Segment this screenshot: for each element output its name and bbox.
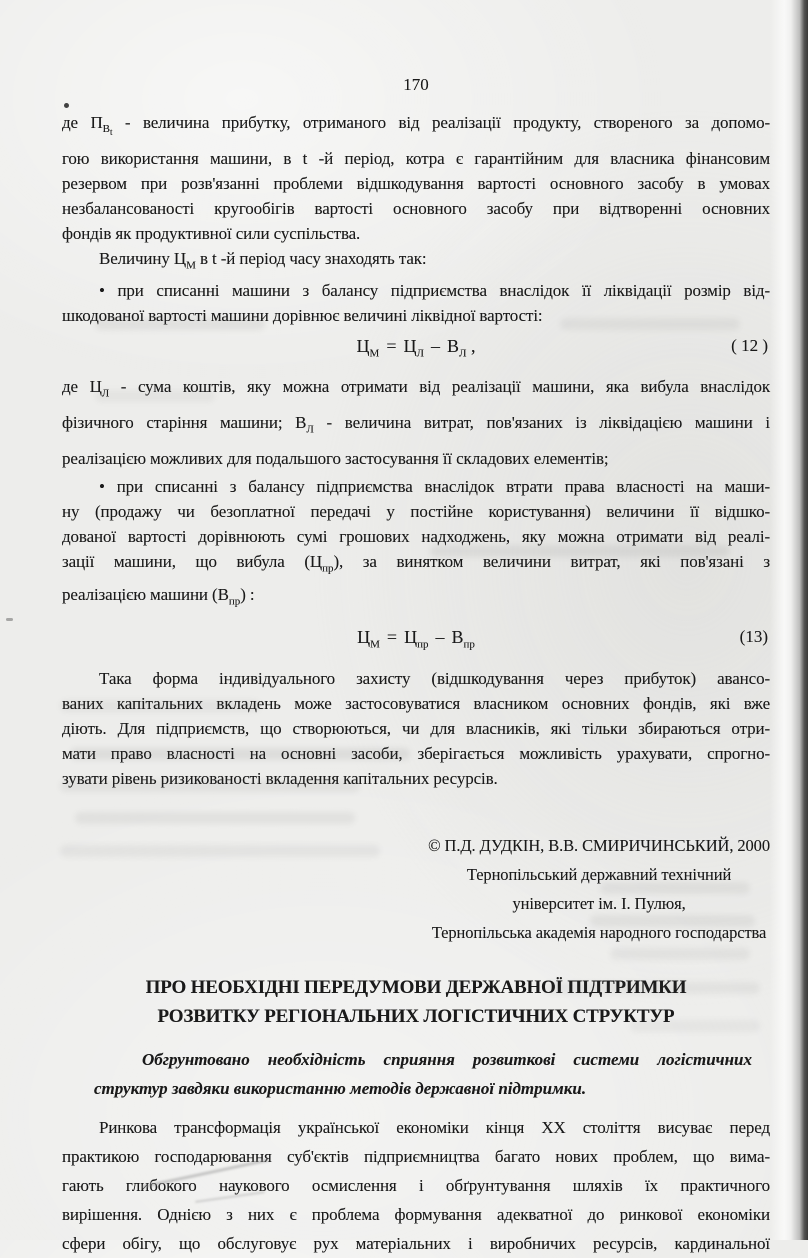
paragraph-liquidation-terms — [62, 372, 770, 475]
symbol-Cl: $Ц_Л$ — [89, 376, 110, 399]
scan-artifact — [630, 1020, 760, 1032]
page-content — [62, 0, 770, 1258]
text-line: практикою господарювання суб'єктів підприємництва багато нових проблем, що вима- — [62, 1146, 770, 1166]
text-line: зації машини, що вибула $(Ц_{пр})$, за винятком величини витрат, які пов'язані з — [62, 552, 770, 575]
institution-line: Тернопільський державний технічний — [466, 864, 732, 884]
text-line: Така форма індивідуального захисту (відшкодування через прибуток) авансо- — [99, 668, 770, 688]
text-line: діють. Для підприємств, що створюються, чи для власників, які тільки збираються отри- — [62, 718, 770, 738]
formula-12-expression: $Ц_М = Ц_Л - В_Л$ , — [356, 335, 476, 360]
institution-line: університет ім. І. Пулюя, — [512, 893, 686, 913]
ink-speck — [64, 103, 69, 108]
symbol-Vl: $В_Л$ — [446, 335, 467, 360]
scan-artifact — [70, 748, 410, 760]
article-abstract — [94, 1045, 752, 1103]
scan-artifact — [430, 545, 730, 557]
symbol-Cm: $Ц_М$ — [357, 627, 380, 651]
paragraph-profit-definition — [62, 110, 770, 246]
paragraph-protection-form — [62, 666, 770, 791]
symbol-P-Bt: $П_{В_t}$ — [90, 113, 113, 138]
text-line: реалізацією машини $(В_{пр})$ : — [62, 584, 255, 608]
text-line: незбалансованості кругообігів вартості основного засобу при відтворенні основних — [62, 198, 770, 218]
text-line: резервом при розв'язанні проблеми відшкодування вартості основного засобу в умовах — [62, 173, 770, 193]
scan-artifact — [95, 390, 215, 402]
text-line: • при списанні машини з балансу підприємства внаслідок її ліквідації розмір від- — [99, 280, 770, 300]
text-line: гають глибокого наукового осмислення і обґрунтування шляхів їх практичного — [62, 1175, 770, 1195]
formula-12 — [62, 331, 770, 369]
text-line: гою використання машини, в t -й період, котра є гарантійним для власника фінансовим — [62, 148, 770, 168]
text-line: вирішення. Однією з них є проблема формування адекватної до ринкової економіки — [62, 1204, 770, 1224]
paragraph-value-intro — [62, 246, 770, 278]
text-line: шкодованої вартості машини дорівнює величині ліквідної вартості: — [62, 305, 543, 325]
text-line: де $Ц_Л$ - сума коштів, яку можна отримати від реалізації машини, яка вибула внаслідок — [62, 376, 770, 399]
symbol-Cm: $Ц_М$ — [356, 335, 380, 360]
symbol-Cpr: $Ц_{пр}$ — [404, 627, 429, 651]
text-line: Величину $Ц_М$ в t -й період часу знаходять так: — [99, 248, 427, 271]
text-line: реалізацією можливих для подальшого застосування її складових елементів; — [62, 449, 609, 469]
scan-artifact — [600, 882, 750, 894]
text-line: фондів як продуктивної сили суспільства. — [62, 223, 361, 243]
text-line: • при списанні з балансу підприємства внаслідок втрати права власності на маши- — [99, 477, 770, 497]
symbol-Vl: $В_Л$ — [295, 412, 314, 436]
abstract-line: структур завдяки використанню методів державної підтримки. — [94, 1078, 587, 1098]
symbol-Cm: $Ц_М$ — [173, 248, 196, 271]
scan-artifact — [60, 845, 380, 857]
text-line: де $П_{В_t}$ - величина прибутку, отриманого від реалізації продукту, створеного за допомо- — [62, 113, 770, 138]
scan-artifact — [75, 812, 355, 824]
text-line: мати право власності на основні засоби, зберігається можливість урахувати, спрогно- — [62, 743, 770, 763]
scan-artifact — [60, 780, 360, 792]
article-title-line: ПРО НЕОБХІДНІ ПЕРЕДУМОВИ ДЕРЖАВНОЇ ПІДТРИМКИ — [145, 976, 687, 998]
page-edge-shadow — [770, 0, 808, 1240]
institution-line: Тернопільська академія народного господарства — [431, 922, 767, 942]
abstract-line: Обгрунтовано необхідність сприяння розвиткові системи логістичних — [142, 1049, 752, 1069]
page-number: 170 — [403, 75, 429, 94]
scan-artifact — [545, 982, 760, 994]
text-line: фізичного старіння машини; $В_Л$ - величина витрат, пов'язаних із ліквідацією машини і — [62, 412, 770, 436]
formula-13-expression: $Ц_М = Ц_{пр} - В_{пр}$ — [357, 627, 475, 651]
symbol-Vpr: $В_{пр}$ — [217, 584, 241, 608]
formula-12-number: ( 12 ) — [731, 335, 768, 355]
text-line: Ринкова трансформація української економіки кінця XX століття висуває перед — [99, 1117, 770, 1137]
symbol-Cpr: $Ц_{пр}$ — [309, 552, 334, 575]
paragraph-market-transformation — [62, 1113, 770, 1258]
scan-artifact — [610, 948, 750, 960]
text-line: ваних капітальних вкладень може застосовуватися власником основних фондів, які вже — [62, 693, 770, 713]
scan-artifact — [560, 318, 740, 330]
copyright-line: © П.Д. ДУДКІН, В.В. СМИРИЧИНСЬКИЙ, 2000 — [428, 835, 770, 855]
ink-speck — [6, 618, 13, 621]
article-title-line: РОЗВИТКУ РЕГІОНАЛЬНИХ ЛОГІСТИЧНИХ СТРУКТУР — [157, 1005, 675, 1027]
scan-artifact — [95, 318, 265, 330]
formula-13 — [62, 622, 770, 660]
text-line: сфери обігу, що обслуговує рух матеріальних і виробничих ресурсів, кардинальної — [62, 1233, 770, 1253]
symbol-Vpr: $В_{пр}$ — [451, 627, 475, 651]
scan-artifact — [60, 700, 260, 712]
scan-artifact — [590, 915, 755, 927]
text-line: ну (продажу чи безоплатної передачі у постійне користування) величини її відшко- — [62, 502, 770, 522]
text-line: дованої вартості дорівнюють сумі грошових надходжень, яку можна отримати від реалі- — [62, 527, 770, 547]
symbol-Cl: $Ц_Л$ — [403, 335, 424, 360]
text-line: зувати рівень ризикованості вкладення капітальних ресурсів. — [62, 768, 498, 788]
formula-13-number: (13) — [739, 627, 768, 647]
